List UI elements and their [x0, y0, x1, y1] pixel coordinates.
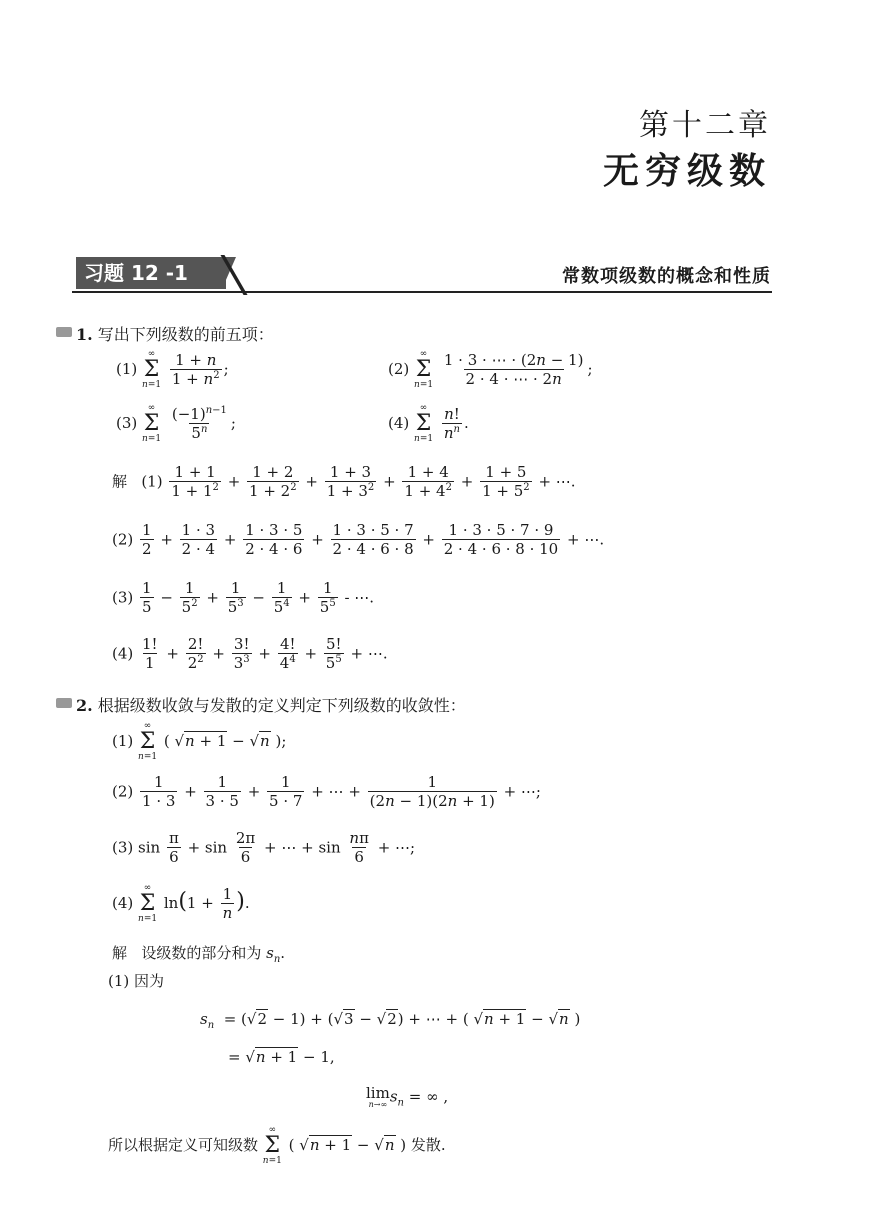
q1-part-3: (3) ∞ Σ n=1 $\frac{(-1)^{n-1}}{5^n}$ ; — [116, 403, 236, 444]
q2-part-4: (4) ∞ Σ n=1 ln(1 + $\frac{1}{n}$ ). — [112, 883, 250, 924]
q1-solution-1: 解 (1) $\frac{1 + 1}{1 + 1^2}$ + $\frac{1 + 2}{1 + 2^2}$ + $\frac{1 + 3}{1 + 3^2}$ + $\frac{1 + 4}{1 + 4^2}$ + $\frac{1 + 5}{1 + 5^2}$ + ⋯. — [112, 463, 576, 501]
q2-because: (1) 因为 — [108, 972, 165, 990]
limit-line: lim n→∞ $s_n$ = ∞ , — [366, 1084, 449, 1109]
q1-solution-2: (2) $\frac{1}{2}$ + $\frac{1 \cdot 3}{2 \cdot 4}$ + $\frac{1 \cdot 3 \cdot 5}{2 \cdot 4 \cdot 6}$ + $\frac{1 \cdot 3 \cdot 5 \cdot 7}{2 \cdot 4 \cdot 6 \cdot 8}$ + $\frac{1 \cdot 3 \cdot 5 \cdot 7 \cdot 9}{2 \cdot 4 \cdot 6 \cdot 8 \cdot 10}$ + ⋯. — [112, 521, 605, 559]
solution-mark: 解 — [112, 472, 128, 491]
pencil-icon — [56, 327, 72, 337]
q1-part-1: (1) ∞ Σ n=1 $\frac{1 + n}{1 + n^2}$ ; — [116, 349, 229, 390]
chapter-title: 无穷级数 — [602, 151, 771, 192]
section-title: 常数项级数的概念和性质 — [562, 266, 771, 287]
q2-conclusion: 所以根据定义可知级数 ∞ Σ n=1 ( √n + 1 − √n ) 发散. — [108, 1125, 446, 1166]
q1-solution-4: (4) $\frac{1!}{1}$ + $\frac{2!}{2^2}$ + $\frac{3!}{3^3}$ + $\frac{4!}{4^4}$ + $\frac{5!}{5^5}$ + ⋯. — [112, 635, 388, 673]
q2-part-1: (1) ∞ Σ n=1 ( √n + 1 − √n ); — [112, 721, 287, 762]
q2-part-2: (2) $\frac{1}{1 \cdot 3}$ + $\frac{1}{3 \cdot 5}$ + $\frac{1}{5 \cdot 7}$ + ⋯ + $\frac{1}{(2n - 1)(2n + 1)}$ + ⋯; — [112, 773, 541, 811]
question-2-prompt — [76, 693, 466, 716]
section-label: 习题 12 -1 — [76, 257, 226, 289]
question-1-prompt — [76, 322, 274, 345]
partial-sum-line-2: = √n + 1 − 1, — [228, 1048, 335, 1066]
q1-solution-3: (3) $\frac{1}{5}$ − $\frac{1}{5^2}$ + $\frac{1}{5^3}$ − $\frac{1}{5^4}$ + $\frac{1}{5^5}$ - ⋯. — [112, 579, 375, 617]
pencil-icon — [56, 698, 72, 708]
q1-part-4: (4) ∞ Σ n=1 $\frac{n!}{n^n}$ . — [388, 403, 469, 444]
question-number: 2. — [76, 696, 93, 715]
chapter-number: 第十二章 — [639, 108, 771, 143]
section-underline — [72, 291, 772, 293]
q2-part-3: (3) sin $\frac{\pi}{6}$ + sin $\frac{2\pi}{6}$ + ⋯ + sin $\frac{n\pi}{6}$ + ⋯; — [112, 829, 416, 867]
q2-solution-intro: 解 设级数的部分和为 $s_n$. — [112, 944, 286, 965]
q1-part-2: (2) ∞ Σ n=1 $\frac{1 \cdot 3 \cdot \cdots \cdot (2n - 1)}{2 \cdot 4 \cdot \cdots \cdot 2n}$ ; — [388, 349, 593, 390]
question-text: 写出下列级数的前五项： — [97, 325, 274, 344]
question-text: 根据级数收敛与发散的定义判定下列级数的收敛性： — [97, 696, 466, 715]
partial-sum-line-1: $s_n = (√2 - 1) + (√3 - √2)$ + ⋯ + ( √n + 1 − √n ) — [200, 1010, 581, 1031]
question-number: 1. — [76, 325, 93, 344]
solution-mark: 解 — [112, 944, 128, 962]
